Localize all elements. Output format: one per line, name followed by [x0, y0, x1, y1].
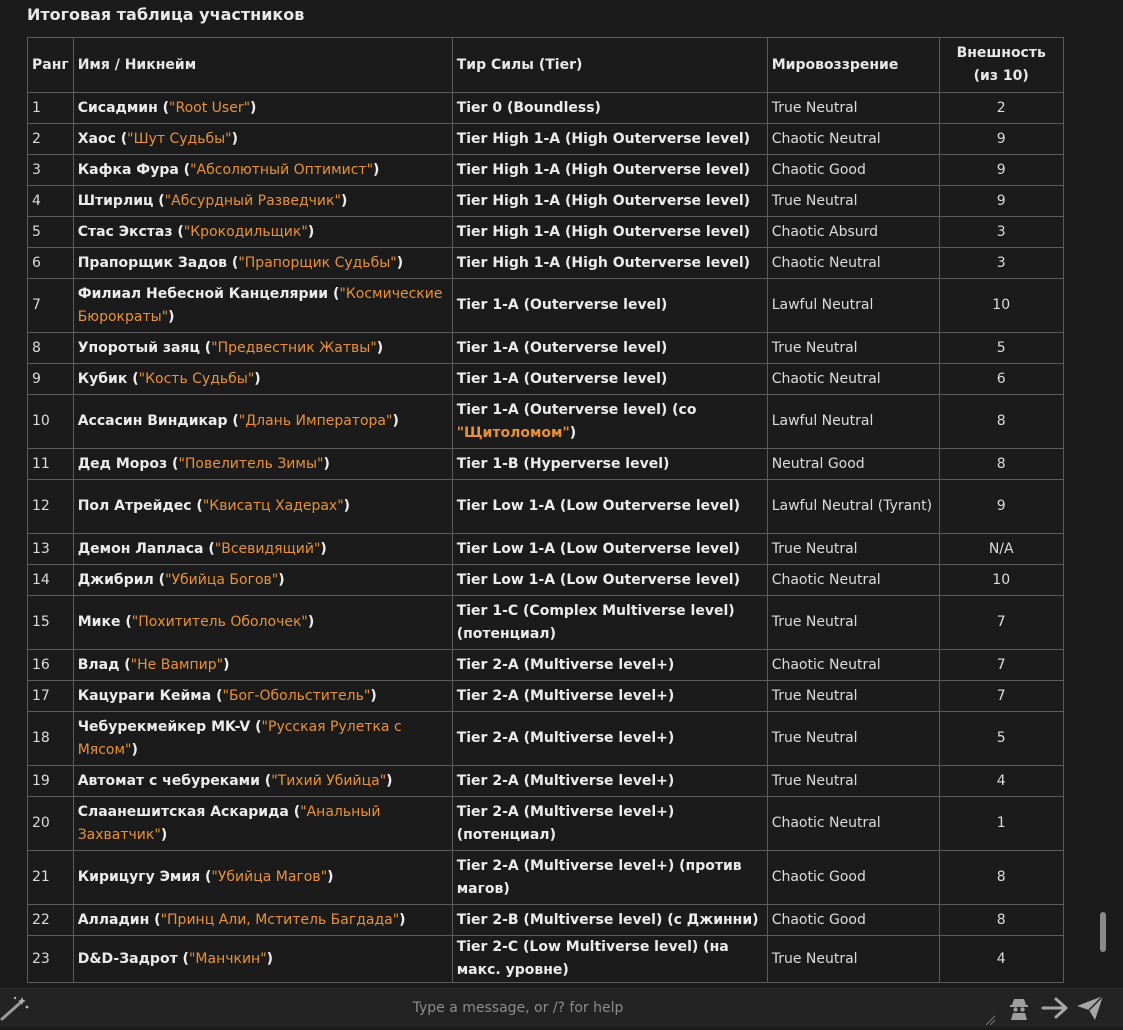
cell-rank: 10 [28, 395, 74, 449]
cell-looks: 4 [939, 936, 1063, 983]
cell-alignment: True Neutral [767, 534, 939, 565]
tier-text: Tier 1-C (Complex Multiverse level) (потенциал) [456, 602, 735, 642]
participant-name: Автомат с чебуреками [77, 772, 260, 789]
nickname-text: Кость Судьбы [145, 370, 248, 387]
cell-tier [452, 936, 767, 983]
tier-text: Tier 2-A (Multiverse level+) [456, 656, 675, 673]
tier-text: Tier 2-A (Multiverse level+) [456, 730, 675, 746]
nickname-text: Root User [175, 99, 244, 116]
table-row [28, 395, 1064, 449]
cell-name: Кацураги Кейма ("Бог-Обольститель") [73, 681, 452, 712]
tier-text: Tier Low 1-A (Low Outerverse level) [456, 571, 740, 588]
cell-tier [452, 766, 767, 797]
cell-name: Мике ("Похититель Оболочек") [73, 596, 452, 650]
cell-name: Кафка Фура ("Абсолютный Оптимист") [73, 155, 452, 186]
tier-text: Tier 2-A (Multiverse level+) [456, 687, 675, 704]
participant-name: D&D-Задрот [77, 950, 178, 967]
cell-tier [452, 797, 767, 851]
participant-nickname: "Похититель Оболочек" [131, 614, 308, 630]
cell-name: Хаос ("Шут Судьбы") [73, 124, 452, 155]
cell-rank: 19 [28, 766, 74, 797]
message-bar [0, 988, 1123, 1027]
tier-text: Tier 0 (Boundless) [456, 99, 601, 116]
cell-alignment: Chaotic Good [767, 155, 939, 186]
participant-nickname: "Тихий Убийца" [271, 772, 387, 789]
cell-tier [452, 186, 767, 217]
cell-name: Демон Лапласа ("Всевидящий") [73, 534, 452, 565]
arrow-right-icon[interactable] [1040, 994, 1070, 1022]
tier-text: Tier High 1-A (High Outerverse level) [456, 223, 751, 240]
tier-text: Tier 1-B (Hyperverse level) [456, 455, 670, 472]
cell-alignment: Chaotic Neutral [767, 124, 939, 155]
cell-tier [452, 851, 767, 905]
cell-looks: 6 [939, 364, 1063, 395]
tier-text: Tier 2-A (Multiverse level+) (против магов) [456, 857, 742, 897]
agent-spy-icon[interactable] [1004, 994, 1034, 1022]
participant-nickname: "Абсурдный Разведчик" [164, 192, 341, 209]
cell-rank: 20 [28, 797, 74, 851]
participant-name: Демон Лапласа [77, 540, 204, 557]
cell-rank: 17 [28, 681, 74, 712]
cell-name: Чебурекмейкер MK-V ("Русская Рулетка с Мясом") [73, 712, 452, 766]
cell-looks: 4 [939, 766, 1063, 797]
table-row [28, 534, 1064, 565]
tier-text: Tier 2-B (Multiverse level) (с Джинни) [456, 911, 759, 928]
participant-nickname: "Бог-Обольститель" [222, 687, 371, 704]
cell-alignment: True Neutral [767, 766, 939, 797]
table-row [28, 565, 1064, 596]
resize-grip-icon[interactable] [984, 1011, 996, 1023]
scrollbar-thumb[interactable] [1100, 912, 1106, 952]
table-row [28, 364, 1064, 395]
cell-tier [452, 712, 767, 766]
participant-name: Влад [77, 656, 120, 673]
nickname-text: Бог-Обольститель [228, 687, 364, 704]
participants-table [27, 37, 1064, 983]
participant-nickname: "Предвестник Жатвы" [211, 339, 377, 356]
cell-alignment: Chaotic Neutral [767, 797, 939, 851]
cell-looks: 3 [939, 217, 1063, 248]
cell-rank: 21 [28, 851, 74, 905]
table-row [28, 681, 1064, 712]
nickname-text: Абсурдный Разведчик [171, 192, 335, 209]
participant-name: Кубик [77, 370, 128, 387]
participant-name: Мике [77, 614, 121, 630]
participant-name: Слаанешитская Аскарида [77, 803, 289, 820]
magic-wand-icon[interactable] [0, 995, 30, 1021]
cell-alignment: Lawful Neutral [767, 395, 939, 449]
cell-looks: 8 [939, 851, 1063, 905]
cell-name: Ассасин Виндикар ("Длань Императора") [73, 395, 452, 449]
cell-name: Кирицугу Эмия ("Убийца Магов") [73, 851, 452, 905]
table-header-row [28, 38, 1064, 93]
header-rank: Ранг [28, 38, 74, 93]
cell-looks: 9 [939, 155, 1063, 186]
cell-alignment: Lawful Neutral (Tyrant) [767, 480, 939, 534]
participant-name: Упоротый заяц [77, 339, 200, 356]
cell-name: D&D-Задрот ("Манчкин") [73, 936, 452, 983]
table-row [28, 124, 1064, 155]
cell-name: Джибрил ("Убийца Богов") [73, 565, 452, 596]
participant-nickname: "Принц Али, Мститель Багдада" [160, 911, 400, 928]
table-title: Итоговая таблица участников [27, 5, 305, 24]
nickname-text: Прапорщик Судьбы [244, 254, 391, 271]
table-row [28, 936, 1064, 983]
cell-rank: 1 [28, 93, 74, 124]
tier-text: Tier High 1-A (High Outerverse level) [456, 161, 751, 178]
participant-name: Ассасин Виндикар [77, 413, 228, 429]
cell-name: Алладин ("Принц Али, Мститель Багдада") [73, 905, 452, 936]
participant-name: Алладин [77, 911, 150, 928]
cell-name: Сисадмин ("Root User") [73, 93, 452, 124]
participant-name: Кирицугу Эмия [77, 869, 201, 885]
cell-alignment: True Neutral [767, 596, 939, 650]
cell-rank: 18 [28, 712, 74, 766]
cell-rank: 4 [28, 186, 74, 217]
cell-looks: 5 [939, 333, 1063, 364]
participant-name: Кацураги Кейма [77, 687, 212, 704]
table-row [28, 155, 1064, 186]
participant-name: Джибрил [77, 571, 154, 588]
participant-name: Дед Мороз [77, 455, 168, 472]
cell-alignment: Chaotic Neutral [767, 364, 939, 395]
cell-name: Пол Атрейдес ("Квисатц Хадерах") [73, 480, 452, 534]
participant-nickname: "Root User" [169, 99, 251, 116]
participant-nickname: "Абсолютный Оптимист" [190, 161, 374, 178]
cell-name: Филиал Небесной Канцелярии ("Космические Бюрократы") [73, 279, 452, 333]
cell-tier [452, 124, 767, 155]
participant-name: Филиал Небесной Канцелярии [77, 285, 329, 302]
cell-looks: 7 [939, 650, 1063, 681]
nickname-text: Похититель Оболочек [138, 614, 302, 630]
cell-rank: 2 [28, 124, 74, 155]
cell-tier [452, 155, 767, 186]
cell-rank: 14 [28, 565, 74, 596]
table-row [28, 650, 1064, 681]
participant-name: Сисадмин [77, 99, 158, 116]
send-icon[interactable] [1075, 994, 1105, 1022]
participant-nickname: "Манчкин" [188, 950, 267, 967]
nickname-text: Манчкин [195, 950, 261, 967]
cell-rank: 3 [28, 155, 74, 186]
cell-alignment: Chaotic Neutral [767, 248, 939, 279]
cell-alignment: Neutral Good [767, 449, 939, 480]
nickname-text: Космические Бюрократы [77, 285, 443, 325]
cell-tier: Tier 1-A (Outerverse level) (со "Щитоломом") [452, 395, 767, 449]
nickname-text: Повелитель Зимы [184, 455, 318, 472]
table-row [28, 217, 1064, 248]
cell-rank: 11 [28, 449, 74, 480]
table-row [28, 905, 1064, 936]
cell-tier [452, 279, 767, 333]
cell-rank: 5 [28, 217, 74, 248]
participant-name: Штирлиц [77, 192, 154, 209]
cell-tier [452, 905, 767, 936]
cell-looks: 9 [939, 186, 1063, 217]
cell-name: Автомат с чебуреками ("Тихий Убийца") [73, 766, 452, 797]
tier-text: Tier 1-A (Outerverse level) [456, 297, 668, 313]
cell-alignment: True Neutral [767, 333, 939, 364]
nickname-text: Крокодильщик [190, 223, 302, 240]
cell-looks: 10 [939, 279, 1063, 333]
cell-rank: 16 [28, 650, 74, 681]
table-row [28, 797, 1064, 851]
nickname-text: Предвестник Жатвы [217, 339, 371, 356]
participant-nickname: "Кость Судьбы" [138, 370, 255, 387]
cell-rank: 7 [28, 279, 74, 333]
tier-text: Tier 1-A (Outerverse level) (со [456, 401, 697, 418]
participant-nickname: "Длань Императора" [238, 413, 393, 429]
nickname-text: Абсолютный Оптимист [196, 161, 367, 178]
cell-alignment: Chaotic Neutral [767, 650, 939, 681]
table-body [28, 93, 1064, 983]
cell-rank: 15 [28, 596, 74, 650]
tier-note: "Щитоломом" [456, 424, 570, 441]
cell-tier [452, 364, 767, 395]
cell-tier [452, 596, 767, 650]
cell-tier [452, 333, 767, 364]
cell-looks: 2 [939, 93, 1063, 124]
cell-tier [452, 681, 767, 712]
cell-rank: 6 [28, 248, 74, 279]
nickname-text: Квисатц Хадерах [209, 498, 338, 514]
nickname-text: Всевидящий [221, 540, 314, 557]
participant-name: Чебурекмейкер MK-V [77, 718, 251, 735]
nickname-text: Убийца Магов [217, 869, 321, 885]
table-row [28, 712, 1064, 766]
table-row [28, 93, 1064, 124]
cell-rank: 8 [28, 333, 74, 364]
cell-alignment: True Neutral [767, 936, 939, 983]
header-tier: Тир Силы (Tier) [452, 38, 767, 93]
cell-looks: 7 [939, 596, 1063, 650]
tier-text: Tier 1-A (Outerverse level) [456, 339, 668, 356]
table-row [28, 186, 1064, 217]
table-row [28, 248, 1064, 279]
cell-alignment: Chaotic Good [767, 905, 939, 936]
cell-looks: 8 [939, 905, 1063, 936]
cell-rank: 23 [28, 936, 74, 983]
cell-name: Упоротый заяц ("Предвестник Жатвы") [73, 333, 452, 364]
cell-looks: 5 [939, 712, 1063, 766]
table-row [28, 480, 1064, 534]
cell-rank: 22 [28, 905, 74, 936]
nickname-text: Длань Императора [245, 413, 386, 429]
participant-name: Пол Атрейдес [77, 498, 192, 514]
cell-tier [452, 534, 767, 565]
cell-looks: 8 [939, 395, 1063, 449]
nickname-text: Русская Рулетка с Мясом [77, 718, 402, 758]
cell-alignment: True Neutral [767, 681, 939, 712]
participant-nickname: "Анальный Захватчик" [77, 803, 381, 843]
participant-nickname: "Шут Судьбы" [127, 130, 232, 147]
participant-name: Кафка Фура [77, 161, 179, 178]
cell-tier [452, 650, 767, 681]
cell-alignment: True Neutral [767, 93, 939, 124]
cell-tier [452, 565, 767, 596]
cell-name: Влад ("Не Вампир") [73, 650, 452, 681]
cell-alignment: Chaotic Neutral [767, 565, 939, 596]
nickname-text: Не Вампир [137, 656, 217, 673]
participant-name: Стас Экстаз [77, 223, 173, 240]
cell-tier [452, 217, 767, 248]
cell-looks: 10 [939, 565, 1063, 596]
cell-looks: N/A [939, 534, 1063, 565]
tier-text: Tier 1-A (Outerverse level) [456, 370, 668, 387]
header-looks: Внешность (из 10) [939, 38, 1063, 93]
cell-tier [452, 480, 767, 534]
table-row [28, 449, 1064, 480]
tier-text: Tier 2-A (Multiverse level+) [456, 772, 675, 789]
cell-name: Кубик ("Кость Судьбы") [73, 364, 452, 395]
cell-alignment: True Neutral [767, 712, 939, 766]
cell-looks: 9 [939, 124, 1063, 155]
cell-name: Слаанешитская Аскарида ("Анальный Захватчик") [73, 797, 452, 851]
nickname-text: Анальный Захватчик [77, 803, 381, 843]
participant-nickname: "Убийца Богов" [165, 571, 279, 588]
nickname-text: Принц Али, Мститель Багдада [167, 911, 393, 928]
cell-name: Прапорщик Задов ("Прапорщик Судьбы") [73, 248, 452, 279]
nickname-text: Шут Судьбы [133, 130, 226, 147]
cell-tier [452, 449, 767, 480]
cell-alignment: Lawful Neutral [767, 279, 939, 333]
cell-tier [452, 248, 767, 279]
cell-looks: 9 [939, 480, 1063, 534]
cell-looks: 7 [939, 681, 1063, 712]
cell-name: Штирлиц ("Абсурдный Разведчик") [73, 186, 452, 217]
cell-rank: 13 [28, 534, 74, 565]
header-name: Имя / Никнейм [73, 38, 452, 93]
participant-nickname: "Прапорщик Судьбы" [238, 254, 397, 271]
tier-text: Tier High 1-A (High Outerverse level) [456, 254, 751, 271]
table-row [28, 279, 1064, 333]
participant-name: Хаос [77, 130, 116, 147]
table-row [28, 766, 1064, 797]
cell-tier [452, 93, 767, 124]
cell-alignment: Chaotic Good [767, 851, 939, 905]
table-row [28, 596, 1064, 650]
table-row [28, 333, 1064, 364]
participant-nickname: "Убийца Магов" [211, 869, 328, 885]
cell-looks: 3 [939, 248, 1063, 279]
cell-looks: 8 [939, 449, 1063, 480]
participant-nickname: "Русская Рулетка с Мясом" [77, 718, 402, 758]
cell-looks: 1 [939, 797, 1063, 851]
tier-text: Tier High 1-A (High Outerverse level) [456, 192, 751, 209]
nickname-text: Тихий Убийца [277, 772, 380, 789]
table-row [28, 851, 1064, 905]
cell-name: Дед Мороз ("Повелитель Зимы") [73, 449, 452, 480]
header-alignment: Мировоззрение [767, 38, 939, 93]
message-input[interactable] [36, 993, 1000, 1023]
nickname-text: Убийца Богов [171, 571, 272, 588]
tier-text: Tier 2-C (Low Multiverse level) (на макс. уровне) [456, 939, 729, 978]
tier-text: Tier High 1-A (High Outerverse level) [456, 130, 751, 147]
cell-alignment: True Neutral [767, 186, 939, 217]
participant-name: Прапорщик Задов [77, 254, 228, 271]
participant-nickname: "Космические Бюрократы" [77, 285, 443, 325]
tier-note-text: Щитоломом [464, 424, 563, 441]
cell-rank: 9 [28, 364, 74, 395]
participant-nickname: "Квисатц Хадерах" [202, 498, 344, 514]
cell-name: Стас Экстаз ("Крокодильщик") [73, 217, 452, 248]
tier-text: Tier Low 1-A (Low Outerverse level) [456, 540, 740, 557]
participant-nickname: "Повелитель Зимы" [178, 455, 324, 472]
tier-text: Tier Low 1-A (Low Outerverse level) [456, 498, 740, 514]
cell-alignment: Chaotic Absurd [767, 217, 939, 248]
participant-nickname: "Всевидящий" [214, 540, 321, 557]
participant-nickname: "Не Вампир" [130, 656, 224, 673]
tier-text: Tier 2-A (Multiverse level+) (потенциал) [456, 803, 675, 843]
participant-nickname: "Крокодильщик" [183, 223, 308, 240]
cell-rank: 12 [28, 480, 74, 534]
